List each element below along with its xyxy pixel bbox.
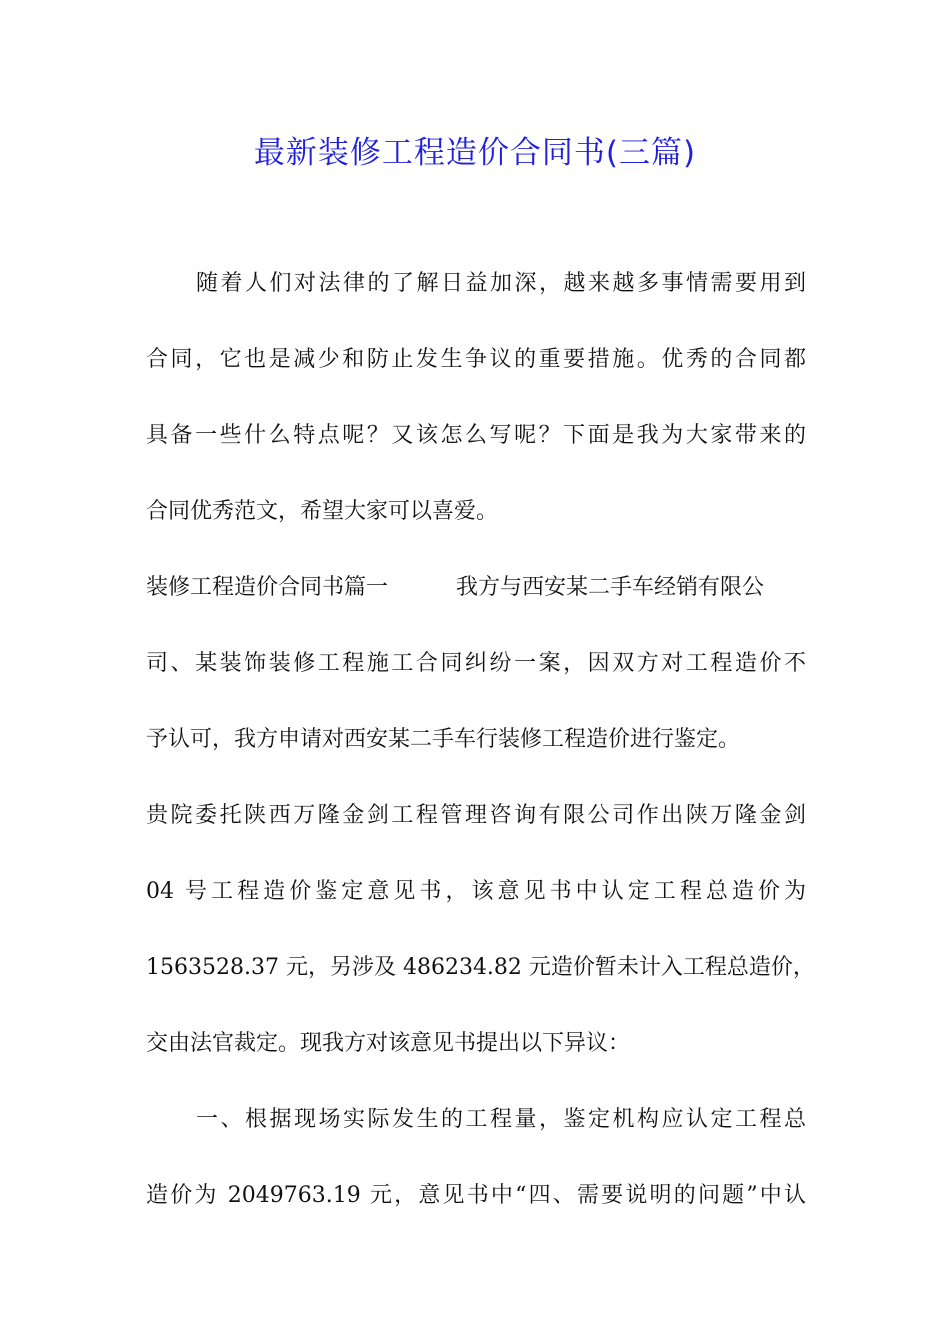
paragraph-line: 交由法官裁定。现我方对该意见书提出以下异议： [146,1031,631,1056]
paragraph-line: 司、某装饰装修工程施工合同纠纷一案，因双方对工程造价不 [146,651,806,676]
paragraph-line: 一、根据现场实际发生的工程量，鉴定机构应认定工程总 [196,1107,806,1132]
section-line [146,568,806,608]
paragraph-line: 04 号工程造价鉴定意见书，该意见书中认定工程总造价为 [146,879,806,904]
paragraph-line: 具备一些什么特点呢？又该怎么写呢？下面是我为大家带来的 [146,423,806,448]
paragraph-line: 贵院委托陕西万隆金剑工程管理咨询有限公司作出陕万隆金剑 [146,803,806,828]
paragraph-line: 造价为 2049763.19 元，意见书中“四、需要说明的问题”中认 [146,1183,806,1208]
paragraph-line: 合同，它也是减少和防止发生争议的重要措施。优秀的合同都 [146,347,806,372]
paragraph-line: 随着人们对法律的了解日益加深，越来越多事情需要用到 [196,271,806,296]
section-heading: 装修工程造价合同书篇一 [146,575,389,600]
paragraph-line: 合同优秀范文，希望大家可以喜爱。 [146,499,499,524]
paragraph-line: 予认可，我方申请对西安某二手车行装修工程造价进行鉴定。 [146,727,741,752]
document-title: 最新装修工程造价合同书(三篇) [253,135,697,171]
paragraph-text: 我方与西安某二手车经销有限公 [456,575,765,600]
paragraph-line: 1563528.37 元，另涉及 486234.82 元造价暂未计入工程总造价， [146,955,815,980]
